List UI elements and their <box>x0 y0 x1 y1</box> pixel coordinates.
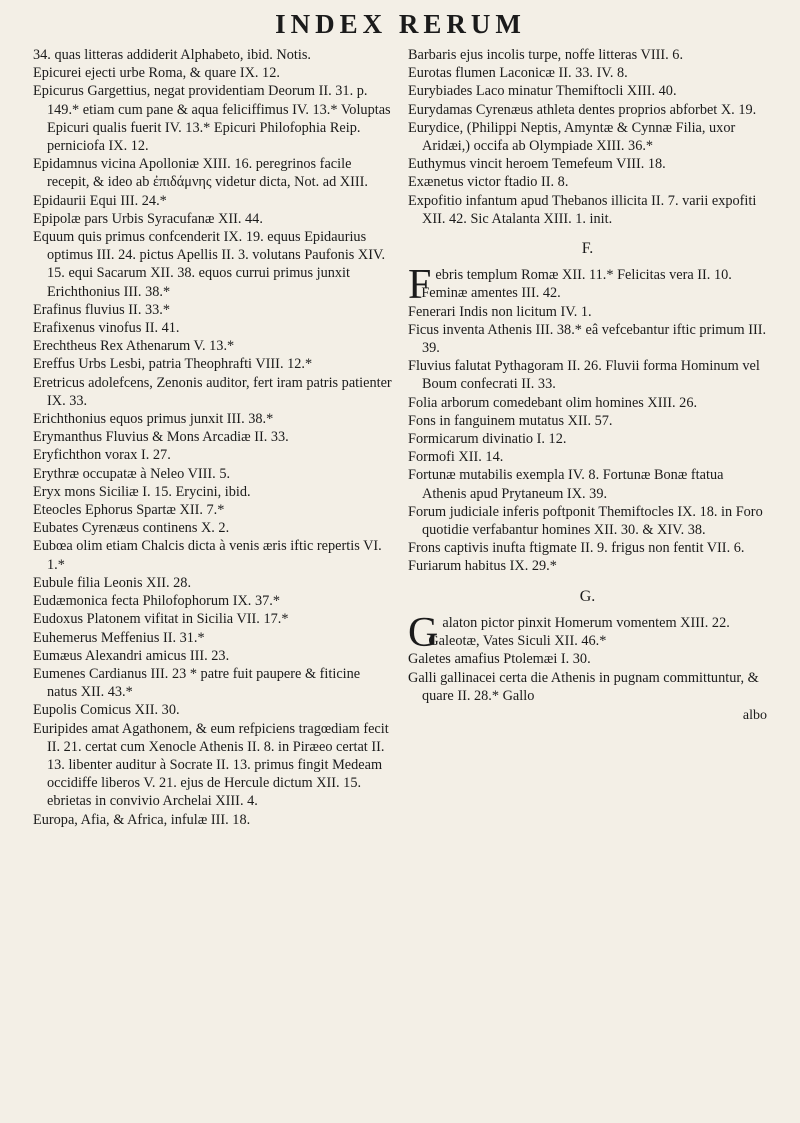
index-entry: Exænetus victor ftadio II. 8. <box>408 174 569 191</box>
index-entry: Eumenes Cardianus III. 23 * patre fuit paupere & fiticine natus XII. 43.* <box>33 665 361 701</box>
left-column <box>33 46 392 829</box>
index-entry: Equum quis primus confcenderit IX. 19. equus Epidaurius optimus III. 24. pictus Apellis II. 3. volutans Paufonis XIV. 15. equi Sacarum XII. 38. equos currui primus junxit Erichthonius III. 38.* <box>33 229 386 300</box>
dropcap-f: F <box>408 262 432 309</box>
index-entry: Eurotas flumen Laconicæ II. 33. IV. 8. <box>408 65 628 82</box>
index-entry: Eurybiades Laco minatur Themiftocli XIII. 40. <box>408 83 677 100</box>
running-head: INDEX RERUM <box>275 9 526 39</box>
index-entry: Eupolis Comicus XII. 30. <box>33 702 180 719</box>
right-column-entries <box>408 46 767 228</box>
index-entry: Formofi XII. 14. <box>408 449 504 466</box>
index-entry: Epipolæ pars Urbis Syracufanæ XII. 44. <box>33 210 263 227</box>
section-g-first-text: alaton pictor pinxit Homerum vomentem XIII. 22. <box>442 614 730 631</box>
index-entry: 34. quas litteras addiderit Alphabeto, ibid. Notis. <box>33 47 311 63</box>
index-entry: Erafixenus vinofus II. 41. <box>33 320 180 337</box>
index-entry: Erichthonius equos primus junxit III. 38.* <box>33 411 274 428</box>
index-entry: Eubates Cyrenæus continens X. 2. <box>33 520 230 537</box>
index-entry: Epidaurii Equi III. 24.* <box>33 192 167 209</box>
section-g-entries <box>408 632 767 705</box>
section-letter-f: F. <box>581 240 594 258</box>
index-entry: Galetes amafius Ptolemæi I. 30. <box>408 651 591 668</box>
index-entry: Erymanthus Fluvius & Mons Arcadiæ II. 33. <box>33 429 289 446</box>
index-entry: Erafinus fluvius II. 33.* <box>33 301 170 318</box>
index-entry: Epidamnus vicina Apolloniæ XIII. 16. peregrinos facile recepit, & ideo ab ἐπιδάμνης videtur dicta, Not. ad XIII. <box>33 156 368 191</box>
index-entry: Frons captivis inufta ftigmate II. 9. frigus non fentit VII. 6. <box>408 540 745 557</box>
index-entry: Eudæmonica fecta Philofophorum IX. 37.* <box>33 593 280 610</box>
section-letter-g: G. <box>579 587 596 605</box>
index-entry: Furiarum habitus IX. 29.* <box>408 558 557 575</box>
index-entry: Fons in fanguinem mutatus XII. 57. <box>408 412 613 429</box>
index-entry: Galeotæ, Vates Siculi XII. 46.* <box>428 633 607 650</box>
index-entry: Erechtheus Rex Athenarum V. 13.* <box>33 338 235 355</box>
index-entry: Eryfichthon vorax I. 27. <box>33 447 171 464</box>
index-entry: Galli gallinacei certa die Athenis in pugnam committuntur, & quare II. 28.* Gallo <box>408 669 759 704</box>
index-entry: Feminæ amentes III. 42. <box>421 285 561 302</box>
index-entry: Euhemerus Meffenius II. 31.* <box>33 629 205 646</box>
index-entry: Epicurus Gargettius, negat providentiam Deorum II. 31. p. 149.* etiam cum pane & aqua feliciffimus IV. 13.* Voluptas Epicuri qualis fuerit IV. 13.* Epicuri Philofophia Reip. perniciofa IX. 12. <box>33 83 391 155</box>
index-entry: Fluvius falutat Pythagoram II. 26. Fluvii forma Hominum vel Boum confecrati II. 33. <box>408 358 760 393</box>
index-entry: Ficus inventa Athenis III. 38.* eâ vefcebantur iftic primum III. 39. <box>408 321 767 357</box>
index-entry: Euthymus vincit heroem Temefeum VIII. 18. <box>408 156 666 173</box>
index-entry: Eurydamas Cyrenæus athleta dentes proprios abforbet X. 19. <box>408 101 757 118</box>
index-entry: Formicarum divinatio I. 12. <box>408 431 567 448</box>
index-entry: Expofitio infantum apud Thebanos illicita II. 7. varii expofiti XII. 42. Sic Atalanta XIII. 1. init. <box>408 192 757 227</box>
index-entry: Epicurei ejecti urbe Roma, & quare IX. 12. <box>33 65 280 82</box>
index-entry: Eurydice, (Philippi Neptis, Amyntæ & Cynnæ Filia, uxor Aridæi,) occifa ab Olympiade XIII. 36.* <box>408 119 736 155</box>
catchword: albo <box>742 707 767 723</box>
index-entry: Fenerari Indis non licitum IV. 1. <box>408 303 592 320</box>
columns <box>33 46 768 829</box>
index-entry: Eudoxus Platonem vifitat in Sicilia VII. 17.* <box>33 611 289 628</box>
index-entry: Eretricus adolefcens, Zenonis auditor, fert iram patris patienter IX. 33. <box>33 374 392 409</box>
index-entry: Eryx mons Siciliæ I. 15. Erycini, ibid. <box>33 483 251 500</box>
dropcap-g: G <box>408 609 439 656</box>
right-column <box>408 46 767 829</box>
index-entry: Forum judiciale inferis poftponit Themiftocles IX. 18. in Foro quotidie verfabantur homines XII. 30. & XIV. 38. <box>408 503 763 539</box>
index-entry: Ereffus Urbs Lesbi, patria Theophrafti VIII. 12.* <box>33 356 313 373</box>
index-entry: Erythræ occupatæ à Neleo VIII. 5. <box>33 465 231 482</box>
index-entry: Eumæus Alexandri amicus III. 23. <box>33 647 230 664</box>
index-entry: Barbaris ejus incolis turpe, noffe litteras VIII. 6. <box>408 47 684 63</box>
index-entry: Euripides amat Agathonem, & eum refpiciens tragœdiam fecit II. 21. certat cum Xenocle Athenis II. 8. in Piræeo certat II. 13. libenter auditur à Socrate II. 13. primus fingit Medeam occidiffe liberos V. 21. ejus de Hercule dictum XII. 15. ebrietas in convivio Archelai XIII. 4. <box>33 720 389 810</box>
index-entry: Eubule filia Leonis XII. 28. <box>33 574 192 591</box>
index-entry: Eubœa olim etiam Chalcis dicta à venis æris iftic repertis VI. 1.* <box>33 538 382 573</box>
section-f-first-text: ebris templum Romæ XII. 11.* Felicitas vera II. 10. <box>435 267 732 284</box>
index-entry: Fortunæ mutabilis exempla IV. 8. Fortunæ Bonæ ftatua Athenis apud Prytaneum IX. 39. <box>408 467 724 502</box>
index-entry: Folia arborum comedebant olim homines XIII. 26. <box>408 394 698 411</box>
index-entry: Europa, Afia, & Africa, infulæ III. 18. <box>33 811 251 828</box>
section-f-entries <box>408 284 767 575</box>
index-entry: Eteocles Ephorus Spartæ XII. 7.* <box>33 502 225 519</box>
